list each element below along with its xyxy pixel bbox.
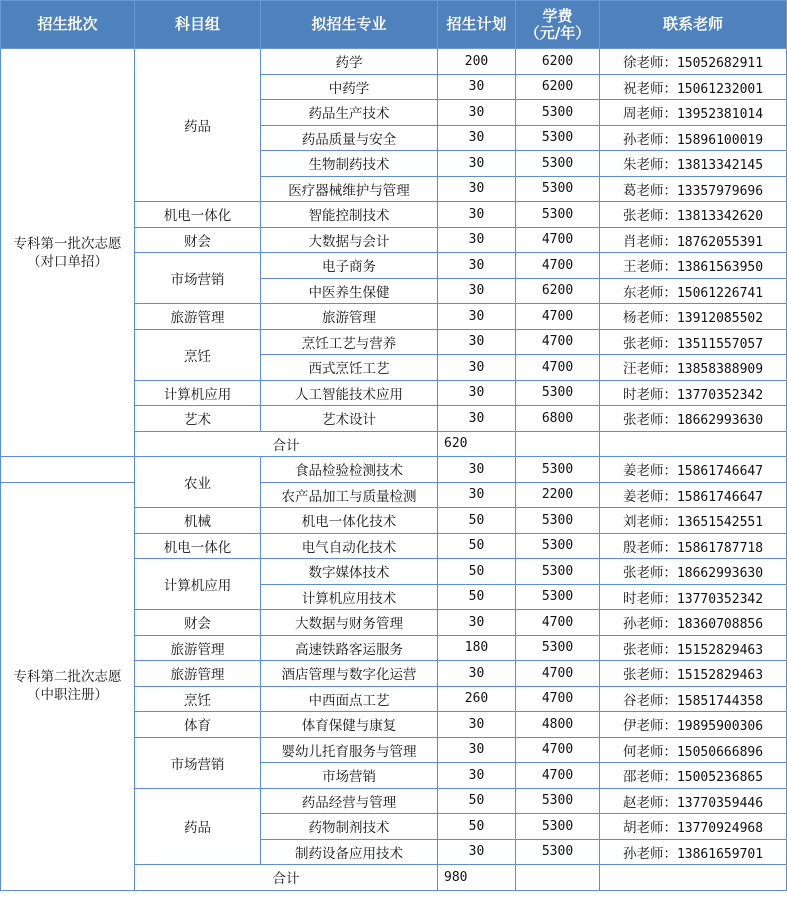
teacher-name: 肖老师：	[622, 233, 677, 250]
teacher-phone: 13952381014	[676, 107, 764, 123]
contact-cell	[600, 814, 787, 840]
contact-cell	[600, 610, 787, 636]
contact-cell	[600, 839, 787, 865]
plan-cell: 30	[438, 355, 516, 381]
major-cell: 农产品加工与质量检测	[261, 482, 438, 508]
teacher-phone: 19895900306	[676, 719, 764, 735]
teacher-phone: 13770924968	[676, 821, 764, 837]
plan-cell: 30	[438, 100, 516, 126]
teacher-name: 张老师：	[622, 565, 677, 582]
plan-cell: 30	[438, 304, 516, 330]
header-row	[1, 1, 787, 49]
major-cell: 药品经营与管理	[261, 788, 438, 814]
teacher-phone: 13651542551	[676, 515, 764, 531]
total-label: 合计	[135, 431, 438, 457]
teacher-name: 何老师：	[622, 743, 677, 760]
contact-cell	[600, 584, 787, 610]
fee-cell: 4700	[516, 610, 600, 636]
contact-cell	[600, 176, 787, 202]
major-cell: 机电一体化技术	[261, 508, 438, 534]
group-cell: 药品	[135, 49, 261, 202]
teacher-phone: 15152829463	[676, 668, 764, 684]
fee-cell: 6200	[516, 278, 600, 304]
fee-cell: 4700	[516, 304, 600, 330]
contact-cell	[600, 227, 787, 253]
fee-cell: 4700	[516, 227, 600, 253]
teacher-phone: 13770352342	[676, 591, 764, 607]
teacher-name: 张老师：	[622, 641, 677, 658]
major-cell: 体育保健与康复	[261, 712, 438, 738]
teacher-phone: 15061226741	[676, 285, 764, 301]
major-cell: 高速铁路客运服务	[261, 635, 438, 661]
plan-cell: 260	[438, 686, 516, 712]
group-cell: 艺术	[135, 406, 261, 432]
fee-cell: 5300	[516, 508, 600, 534]
batch-cell	[1, 49, 135, 457]
fee-cell: 4800	[516, 712, 600, 738]
fee-cell: 4700	[516, 686, 600, 712]
major-cell: 婴幼儿托育服务与管理	[261, 737, 438, 763]
teacher-phone: 15050666896	[676, 744, 764, 760]
teacher-phone: 15861746647	[676, 489, 764, 505]
group-cell: 烹饪	[135, 686, 261, 712]
plan-cell: 30	[438, 227, 516, 253]
teacher-phone: 18360708856	[676, 617, 764, 633]
header-fee	[516, 1, 600, 49]
contact-cell	[600, 278, 787, 304]
major-cell: 电子商务	[261, 253, 438, 279]
fee-cell: 5300	[516, 100, 600, 126]
plan-cell: 30	[438, 610, 516, 636]
contact-cell	[600, 508, 787, 534]
major-cell: 中西面点工艺	[261, 686, 438, 712]
teacher-name: 姜老师：	[622, 463, 677, 480]
major-cell: 大数据与会计	[261, 227, 438, 253]
major-cell: 食品检验检测技术	[261, 457, 438, 483]
fee-cell: 4700	[516, 253, 600, 279]
fee-cell: 5300	[516, 457, 600, 483]
major-cell: 制药设备应用技术	[261, 839, 438, 865]
plan-cell: 50	[438, 788, 516, 814]
group-cell: 旅游管理	[135, 635, 261, 661]
group-cell: 旅游管理	[135, 661, 261, 687]
header-group: 科目组	[135, 1, 261, 49]
group-cell: 药品	[135, 788, 261, 865]
major-cell: 西式烹饪工艺	[261, 355, 438, 381]
plan-cell: 200	[438, 49, 516, 75]
contact-cell	[600, 151, 787, 177]
fee-cell: 5300	[516, 814, 600, 840]
fee-cell: 4700	[516, 763, 600, 789]
plan-cell: 30	[438, 737, 516, 763]
group-cell: 机电一体化	[135, 533, 261, 559]
major-cell: 中药学	[261, 74, 438, 100]
fee-cell: 2200	[516, 482, 600, 508]
teacher-name: 张老师：	[622, 667, 677, 684]
fee-cell: 5300	[516, 559, 600, 585]
group-cell: 财会	[135, 610, 261, 636]
teacher-phone: 13858388909	[676, 362, 764, 378]
contact-cell	[600, 763, 787, 789]
major-cell: 酒店管理与数字化运营	[261, 661, 438, 687]
contact-cell	[600, 457, 787, 483]
plan-cell: 30	[438, 482, 516, 508]
plan-cell: 30	[438, 406, 516, 432]
teacher-name: 东老师：	[622, 284, 677, 301]
plan-cell: 30	[438, 278, 516, 304]
plan-cell: 30	[438, 661, 516, 687]
major-cell: 人工智能技术应用	[261, 380, 438, 406]
teacher-name: 孙老师：	[622, 845, 677, 862]
group-cell: 市场营销	[135, 737, 261, 788]
fee-cell: 6200	[516, 74, 600, 100]
teacher-phone: 15061232001	[676, 81, 764, 97]
group-cell: 市场营销	[135, 253, 261, 304]
plan-cell: 30	[438, 74, 516, 100]
group-cell: 计算机应用	[135, 380, 261, 406]
teacher-name: 孙老师：	[622, 131, 677, 148]
teacher-name: 孙老师：	[622, 616, 677, 633]
major-cell: 智能控制技术	[261, 202, 438, 228]
contact-cell	[600, 125, 787, 151]
fee-cell: 5300	[516, 176, 600, 202]
teacher-phone: 18762055391	[676, 234, 764, 250]
teacher-name: 邵老师：	[622, 769, 677, 786]
teacher-name: 张老师：	[622, 335, 677, 352]
teacher-phone: 13813342145	[676, 158, 764, 174]
contact-cell	[600, 74, 787, 100]
teacher-phone: 18662993630	[676, 413, 764, 429]
plan-cell: 50	[438, 584, 516, 610]
contact-cell	[600, 482, 787, 508]
major-cell: 计算机应用技术	[261, 584, 438, 610]
plan-cell: 30	[438, 712, 516, 738]
group-cell: 农业	[135, 457, 261, 508]
batch-cell-empty	[1, 457, 135, 483]
contact-cell	[600, 202, 787, 228]
total-fee-empty	[516, 431, 600, 457]
major-cell: 电气自动化技术	[261, 533, 438, 559]
plan-cell: 30	[438, 151, 516, 177]
contact-cell	[600, 380, 787, 406]
fee-cell: 4700	[516, 329, 600, 355]
batch-name-line2: （中职注册）	[27, 687, 108, 703]
teacher-phone: 13861659701	[676, 846, 764, 862]
plan-cell: 30	[438, 253, 516, 279]
contact-cell	[600, 406, 787, 432]
teacher-name: 祝老师：	[622, 80, 677, 97]
teacher-name: 赵老师：	[622, 794, 677, 811]
teacher-phone: 13770359446	[676, 795, 764, 811]
plan-cell: 30	[438, 457, 516, 483]
major-cell: 数字媒体技术	[261, 559, 438, 585]
fee-cell: 5300	[516, 380, 600, 406]
teacher-phone: 13511557057	[676, 336, 764, 352]
plan-cell: 50	[438, 559, 516, 585]
teacher-name: 朱老师：	[622, 157, 677, 174]
plan-cell: 50	[438, 814, 516, 840]
plan-cell: 180	[438, 635, 516, 661]
fee-cell: 4700	[516, 661, 600, 687]
plan-cell: 50	[438, 533, 516, 559]
major-cell: 药品质量与安全	[261, 125, 438, 151]
teacher-name: 殷老师：	[622, 539, 677, 556]
batch-name-line1: 专科第二批次志愿	[13, 669, 122, 685]
teacher-phone: 15851744358	[676, 693, 764, 709]
group-cell: 旅游管理	[135, 304, 261, 330]
plan-cell: 30	[438, 380, 516, 406]
contact-cell	[600, 49, 787, 75]
table-row	[1, 482, 787, 508]
total-label: 合计	[135, 865, 438, 891]
teacher-phone: 15152829463	[676, 642, 764, 658]
teacher-phone: 15052682911	[676, 56, 764, 72]
total-fee-empty	[516, 865, 600, 891]
major-cell: 烹饪工艺与营养	[261, 329, 438, 355]
teacher-name: 王老师：	[622, 259, 677, 276]
fee-cell: 6800	[516, 406, 600, 432]
contact-cell	[600, 533, 787, 559]
contact-cell	[600, 788, 787, 814]
total-value: 620	[438, 431, 516, 457]
total-contact-empty	[600, 431, 787, 457]
teacher-name: 徐老师：	[622, 55, 677, 72]
teacher-phone: 13813342620	[676, 209, 764, 225]
teacher-name: 时老师：	[622, 590, 677, 607]
header-fee-line1: 学费	[542, 6, 573, 25]
teacher-name: 杨老师：	[622, 310, 677, 327]
fee-cell: 5300	[516, 202, 600, 228]
header-contact: 联系老师	[600, 1, 787, 49]
batch-name-line2: （对口单招）	[27, 253, 108, 270]
plan-cell: 30	[438, 176, 516, 202]
batch-cell	[1, 482, 135, 890]
group-cell: 烹饪	[135, 329, 261, 380]
teacher-phone: 15861787718	[676, 540, 764, 556]
group-cell: 财会	[135, 227, 261, 253]
group-cell: 机械	[135, 508, 261, 534]
header-batch: 招生批次	[1, 1, 135, 49]
table-row	[1, 49, 787, 75]
header-fee-line2: （元/年）	[524, 23, 591, 42]
fee-cell: 5300	[516, 788, 600, 814]
teacher-phone: 13357979696	[676, 183, 764, 199]
teacher-name: 刘老师：	[622, 514, 677, 531]
teacher-phone: 15861746647	[676, 464, 764, 480]
teacher-name: 张老师：	[622, 208, 677, 225]
contact-cell	[600, 559, 787, 585]
fee-cell: 5300	[516, 533, 600, 559]
teacher-name: 胡老师：	[622, 820, 677, 837]
fee-cell: 5300	[516, 584, 600, 610]
major-cell: 旅游管理	[261, 304, 438, 330]
fee-cell: 6200	[516, 49, 600, 75]
major-cell: 药学	[261, 49, 438, 75]
major-cell: 医疗器械维护与管理	[261, 176, 438, 202]
plan-cell: 30	[438, 125, 516, 151]
teacher-name: 伊老师：	[622, 718, 677, 735]
teacher-name: 汪老师：	[622, 361, 677, 378]
teacher-name: 葛老师：	[622, 182, 677, 199]
major-cell: 艺术设计	[261, 406, 438, 432]
teacher-name: 谷老师：	[622, 692, 677, 709]
fee-cell: 4700	[516, 737, 600, 763]
teacher-phone: 15896100019	[676, 132, 764, 148]
contact-cell	[600, 737, 787, 763]
teacher-name: 姜老师：	[622, 488, 677, 505]
plan-cell: 30	[438, 202, 516, 228]
major-cell: 中医养生保健	[261, 278, 438, 304]
plan-cell: 50	[438, 508, 516, 534]
major-cell: 市场营销	[261, 763, 438, 789]
teacher-phone: 18662993630	[676, 566, 764, 582]
plan-cell: 30	[438, 329, 516, 355]
plan-cell: 30	[438, 839, 516, 865]
fee-cell: 4700	[516, 355, 600, 381]
contact-cell	[600, 635, 787, 661]
major-cell: 生物制药技术	[261, 151, 438, 177]
batch-name-line1: 专科第一批次志愿	[13, 235, 122, 252]
group-cell: 计算机应用	[135, 559, 261, 610]
plan-cell: 30	[438, 763, 516, 789]
contact-cell	[600, 686, 787, 712]
fee-cell: 5300	[516, 839, 600, 865]
major-cell: 大数据与财务管理	[261, 610, 438, 636]
major-cell: 药物制剂技术	[261, 814, 438, 840]
contact-cell	[600, 100, 787, 126]
teacher-name: 时老师：	[622, 386, 677, 403]
total-contact-empty	[600, 865, 787, 891]
table-row	[1, 457, 787, 483]
contact-cell	[600, 661, 787, 687]
teacher-phone: 13770352342	[676, 387, 764, 403]
group-cell: 机电一体化	[135, 202, 261, 228]
total-value: 980	[438, 865, 516, 891]
fee-cell: 5300	[516, 635, 600, 661]
major-cell: 药品生产技术	[261, 100, 438, 126]
group-cell: 体育	[135, 712, 261, 738]
teacher-name: 周老师：	[622, 106, 677, 123]
header-major: 拟招生专业	[261, 1, 438, 49]
teacher-phone: 13912085502	[676, 311, 764, 327]
fee-cell: 5300	[516, 151, 600, 177]
teacher-name: 张老师：	[622, 412, 677, 429]
contact-cell	[600, 329, 787, 355]
teacher-phone: 13861563950	[676, 260, 764, 276]
contact-cell	[600, 712, 787, 738]
contact-cell	[600, 253, 787, 279]
header-plan: 招生计划	[438, 1, 516, 49]
teacher-phone: 15005236865	[676, 770, 764, 786]
contact-cell	[600, 304, 787, 330]
contact-cell	[600, 355, 787, 381]
fee-cell: 5300	[516, 125, 600, 151]
